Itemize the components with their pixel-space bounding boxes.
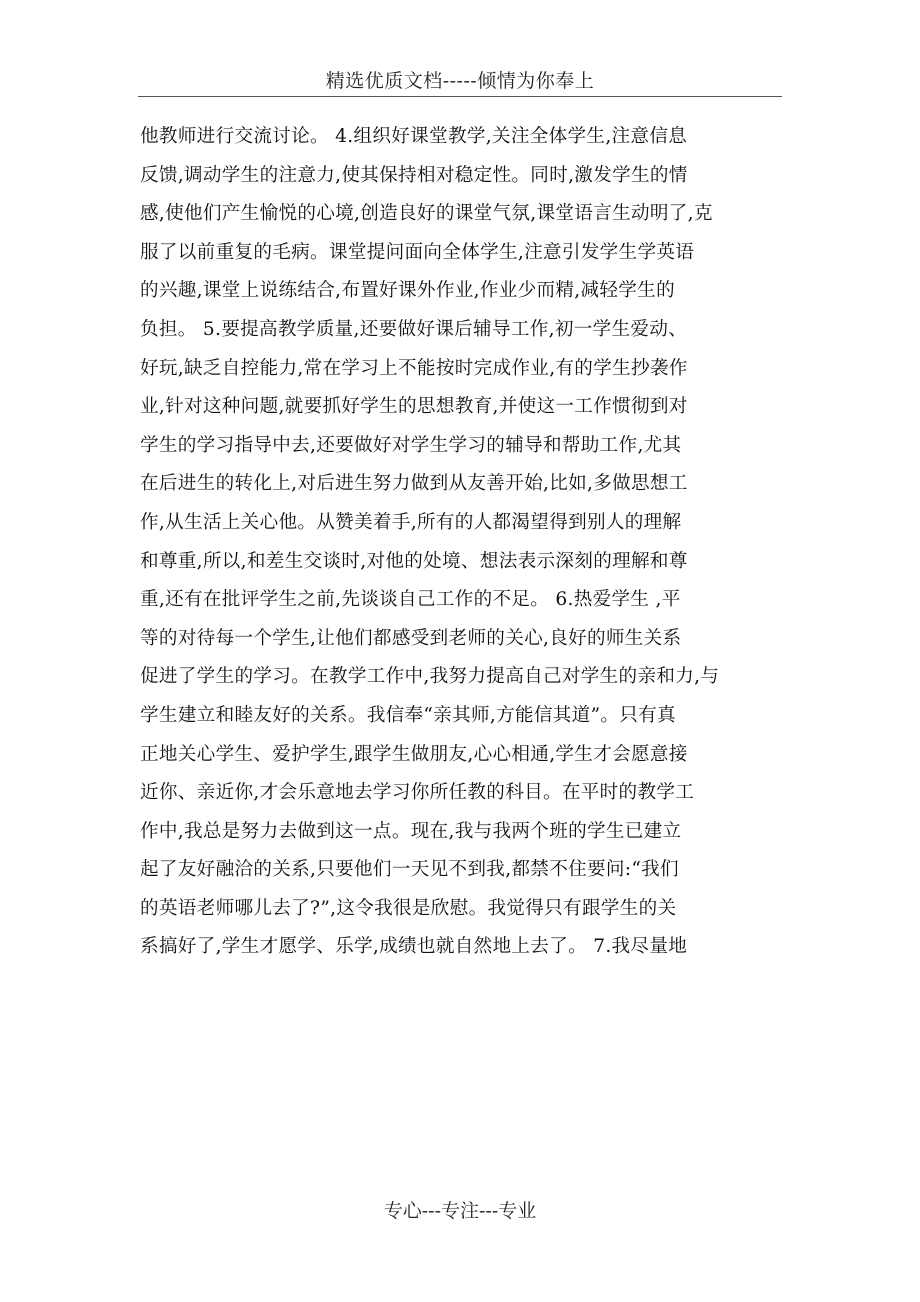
- text-line: 负担。 5.要提高教学质量,还要做好课后辅导工作,初一学生爱动、: [140, 318, 688, 340]
- text-line: 起了友好融洽的关系,只要他们一天见不到我,都禁不住要问:“我们: [140, 859, 679, 881]
- text-line: 和尊重,所以,和差生交谈时,对他的处境、想法表示深刻的理解和尊: [140, 550, 688, 572]
- text-line: 学生的学习指导中去,还要做好对学生学习的辅导和帮助工作,尤其: [140, 434, 682, 456]
- text-line: 业,针对这种问题,就要抓好学生的思想教育,并使这一工作惯彻到对: [140, 396, 688, 418]
- text-line: 感,使他们产生愉悦的心境,创造良好的课堂气氛,课堂语言生动明了,克: [140, 203, 713, 225]
- text-line: 好玩,缺乏自控能力,常在学习上不能按时完成作业,有的学生抄袭作: [140, 357, 688, 379]
- text-line: 服了以前重复的毛病。课堂提问面向全体学生,注意引发学生学英语: [140, 241, 695, 263]
- text-line: 在后进生的转化上,对后进生努力做到从友善开始,比如,多做思想工: [140, 473, 688, 495]
- body-text: [140, 118, 820, 967]
- page-footer: 专心---专注---专业: [383, 1200, 537, 1222]
- text-line: 系搞好了,学生才愿学、乐学,成绩也就自然地上去了。 7.我尽量地: [140, 936, 688, 958]
- page-header: 精选优质文档-----倾情为你奉上: [325, 70, 595, 92]
- text-line: 近你、亲近你,才会乐意地去学习你所任教的科目。在平时的教学工: [140, 782, 695, 804]
- text-line: 作,从生活上关心他。从赞美着手,所有的人都渴望得到别人的理解: [140, 511, 682, 533]
- text-line: 促进了学生的学习。在教学工作中,我努力提高自己对学生的亲和力,与: [140, 666, 720, 688]
- header-divider: [138, 96, 782, 97]
- text-line: 作中,我总是努力去做到这一点。现在,我与我两个班的学生已建立: [140, 820, 682, 842]
- text-line: 他教师进行交流讨论。 4.组织好课堂教学,关注全体学生,注意信息: [140, 126, 688, 147]
- text-line: 重,还有在批评学生之前,先谈谈自己工作的不足。 6.热爱学生 ,平: [140, 589, 681, 611]
- text-line: 的兴趣,课堂上说练结合,布置好课外作业,作业少而精,减轻学生的: [140, 280, 675, 302]
- text-line: 反馈,调动学生的注意力,使其保持相对稳定性。同时,激发学生的情: [140, 164, 688, 186]
- text-line: 等的对待每一个学生,让他们都感受到老师的关心,良好的师生关系: [140, 627, 682, 649]
- text-line: 学生建立和睦友好的关系。我信奉“亲其师,方能信其道”。只有真: [140, 704, 676, 726]
- text-line: 正地关心学生、爱护学生,跟学生做朋友,心心相通,学生才会愿意接: [140, 743, 688, 765]
- text-line: 的英语老师哪儿去了?”,这令我很是欣慰。我觉得只有跟学生的关: [140, 897, 677, 919]
